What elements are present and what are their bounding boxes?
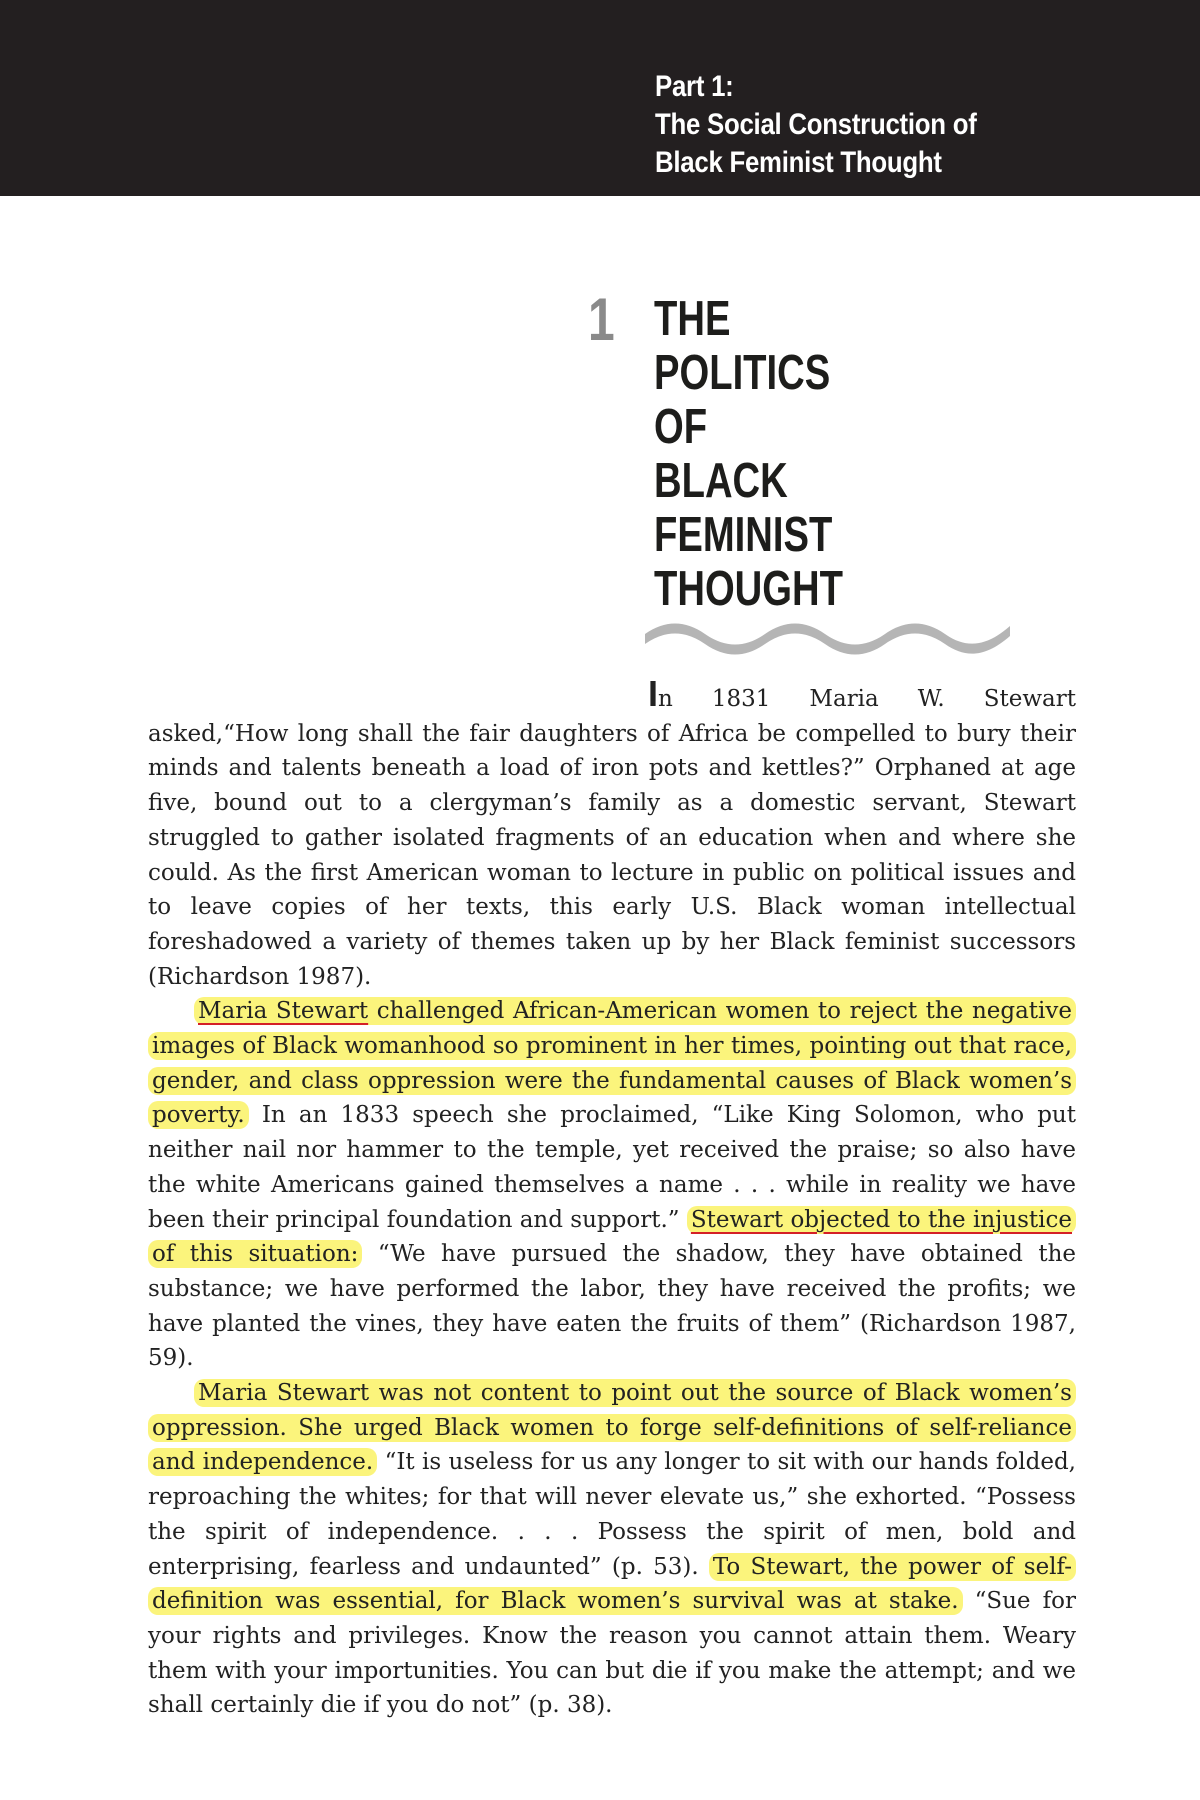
part-title-line-2: Black Feminist Thought bbox=[655, 146, 942, 179]
highlight: To Stewart, the power of self-definition was essential, for Black women’s survival was at stake. bbox=[148, 1553, 1076, 1616]
highlight-text: of this situation: bbox=[152, 1241, 359, 1268]
chapter-title-line: BLACK bbox=[654, 454, 788, 508]
drop-cap: I bbox=[648, 673, 659, 714]
paragraph-1 bbox=[148, 673, 1076, 994]
chapter-title-line: OF bbox=[654, 400, 708, 454]
underline: Maria Stewart bbox=[198, 998, 369, 1025]
part-label: Part 1: bbox=[655, 70, 734, 103]
wave-ornament bbox=[645, 618, 1010, 658]
highlight-text: challenged African-American women to reject the negative images of Black womanhood so prominent in her times, pointing out that race, gender, and class oppression were the fundamental causes of Black women’s poverty. bbox=[152, 998, 1073, 1129]
paragraph-2 bbox=[148, 994, 1076, 1376]
chapter-title bbox=[654, 292, 843, 616]
underline: Stewart objected to the injustice bbox=[690, 1206, 1073, 1233]
paragraph-3-text-end: “Sue for your rights and privileges. Know the reason you cannot attain them. Weary them with your importunities. You can but die if you make the attempt; and we shall certainly die if you do not” (p. 38). bbox=[148, 1588, 1076, 1719]
paragraph-1-text: n 1831 Maria W. Stewart asked,“How long shall the fair daughters of Africa be compelled to bury their minds and talents beneath a load of iron pots and kettles?” Orphaned at age five, bound out to a clergyman’s family as a domestic servant, Stewart struggled to gather isolated fragments of an education when and where she could. As the first American woman to lecture in public on political issues and to leave copies of her texts, this early U.S. Black woman intellectual foreshadowed a variety of themes taken up by her Black feminist successors (Richardson 1987). bbox=[148, 686, 1076, 990]
chapter-title-line: FEMINIST bbox=[654, 508, 833, 562]
body-text bbox=[148, 673, 1076, 1723]
part-heading bbox=[655, 68, 977, 182]
header-band bbox=[0, 0, 1200, 196]
chapter-title-line: POLITICS bbox=[654, 346, 831, 400]
chapter-title-line: THE bbox=[654, 292, 731, 346]
highlight: Maria Stewart was not content to point out the source of Black women’s oppression. She urged Black women to forge self-definitions of self-reliance and independence. bbox=[148, 1379, 1076, 1476]
chapter-title-line: THOUGHT bbox=[654, 562, 843, 616]
paragraph-2-text-end: “We have pursued the shadow, they have obtained the substance; we have performed the labor, they have received the profits; we have planted the vines, they have eaten the fruits of them” (Richardson 1987, 59). bbox=[148, 1241, 1076, 1372]
chapter-number: 1 bbox=[588, 286, 615, 353]
paragraph-2-text: In an 1833 speech she proclaimed, “Like King Solomon, who put neither nail nor hammer to the temple, yet received the praise; so also have the white Americans gained themselves a name . . . while in reality we have been their principal foundation and support.” bbox=[148, 1102, 1076, 1233]
paragraph-3-text: “It is useless for us any longer to sit with our hands folded, reproaching the whites; for that will never elevate us,” she exhorted. “Possess the spirit of independence. . . . Possess the spirit of men, bold and enterprising, fearless and undaunted” (p. 53). bbox=[148, 1449, 1076, 1580]
paragraph-3 bbox=[148, 1376, 1076, 1723]
part-title-line-1: The Social Construction of bbox=[655, 108, 977, 141]
